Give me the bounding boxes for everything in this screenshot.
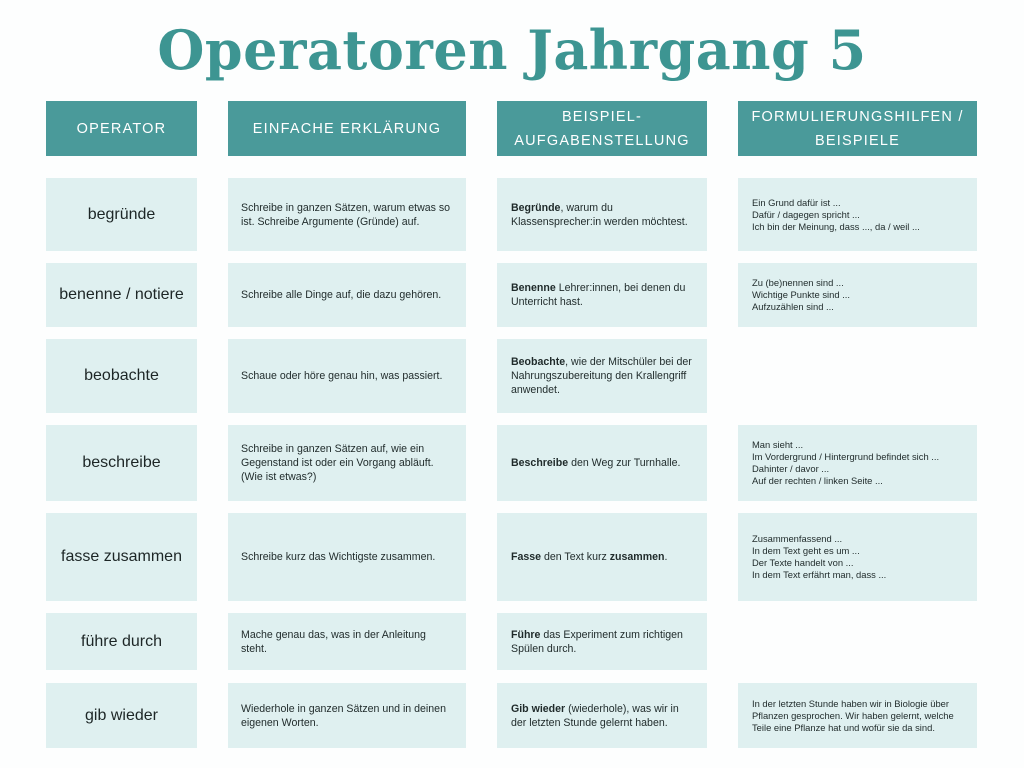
header-beispiel: BEISPIEL- AUFGABENSTELLUNG	[497, 101, 707, 156]
header-operator: OPERATOR	[46, 101, 197, 156]
operator-cell: beschreibe	[46, 425, 197, 501]
phrasing-cell: Zu (be)nennen sind ... Wichtige Punkte sind ... Aufzuzählen sind ...	[738, 263, 977, 327]
header-hilfen: FORMULIERUNGSHILFEN / BEISPIELE	[738, 101, 977, 156]
explanation-cell: Mache genau das, was in der Anleitung steht.	[228, 613, 466, 670]
operator-cell: fasse zusammen	[46, 513, 197, 601]
explanation-cell: Schreibe in ganzen Sätzen, warum etwas so ist. Schreibe Argumente (Gründe) auf.	[228, 178, 466, 251]
header-erklaerung: EINFACHE ERKLÄRUNG	[228, 101, 466, 156]
explanation-cell: Schreibe kurz das Wichtigste zusammen.	[228, 513, 466, 601]
phrasing-cell: Ein Grund dafür ist ... Dafür / dagegen spricht ... Ich bin der Meinung, dass ..., da / weil ...	[738, 178, 977, 251]
example-cell: Führe das Experiment zum richtigen Spülen durch.	[497, 613, 707, 670]
explanation-cell: Wiederhole in ganzen Sätzen und in deinen eigenen Worten.	[228, 683, 466, 748]
example-cell: Beobachte, wie der Mitschüler bei der Nahrungszubereitung den Krallengriff anwendet.	[497, 339, 707, 413]
explanation-cell: Schreibe alle Dinge auf, die dazu gehören.	[228, 263, 466, 327]
operator-cell: führe durch	[46, 613, 197, 670]
phrasing-cell: Zusammenfassend ... In dem Text geht es um ... Der Texte handelt von ... In dem Text erfährt man, dass ...	[738, 513, 977, 601]
operator-cell: gib wieder	[46, 683, 197, 748]
example-cell: Gib wieder (wiederhole), was wir in der letzten Stunde gelernt haben.	[497, 683, 707, 748]
example-cell: Beschreibe den Weg zur Turnhalle.	[497, 425, 707, 501]
explanation-cell: Schaue oder höre genau hin, was passiert.	[228, 339, 466, 413]
explanation-cell: Schreibe in ganzen Sätzen auf, wie ein Gegenstand ist oder ein Vorgang abläuft. (Wie ist etwas?)	[228, 425, 466, 501]
page-title: Operatoren Jahrgang 5	[157, 18, 867, 82]
operator-cell: begründe	[46, 178, 197, 251]
phrasing-cell: Man sieht ... Im Vordergrund / Hintergrund befindet sich ... Dahinter / davor ... Auf der rechten / linken Seite ...	[738, 425, 977, 501]
operator-cell: beobachte	[46, 339, 197, 413]
example-cell: Benenne Lehrer:innen, bei denen du Unterricht hast.	[497, 263, 707, 327]
phrasing-cell: In der letzten Stunde haben wir in Biologie über Pflanzen gesprochen. Wir haben gelernt, welche Teile eine Pflanze hat und wofür sie da sind.	[738, 683, 977, 748]
example-cell: Fasse den Text kurz zusammen.	[497, 513, 707, 601]
operator-cell: benenne / notiere	[46, 263, 197, 327]
example-cell: Begründe, warum du Klassensprecher:in werden möchtest.	[497, 178, 707, 251]
